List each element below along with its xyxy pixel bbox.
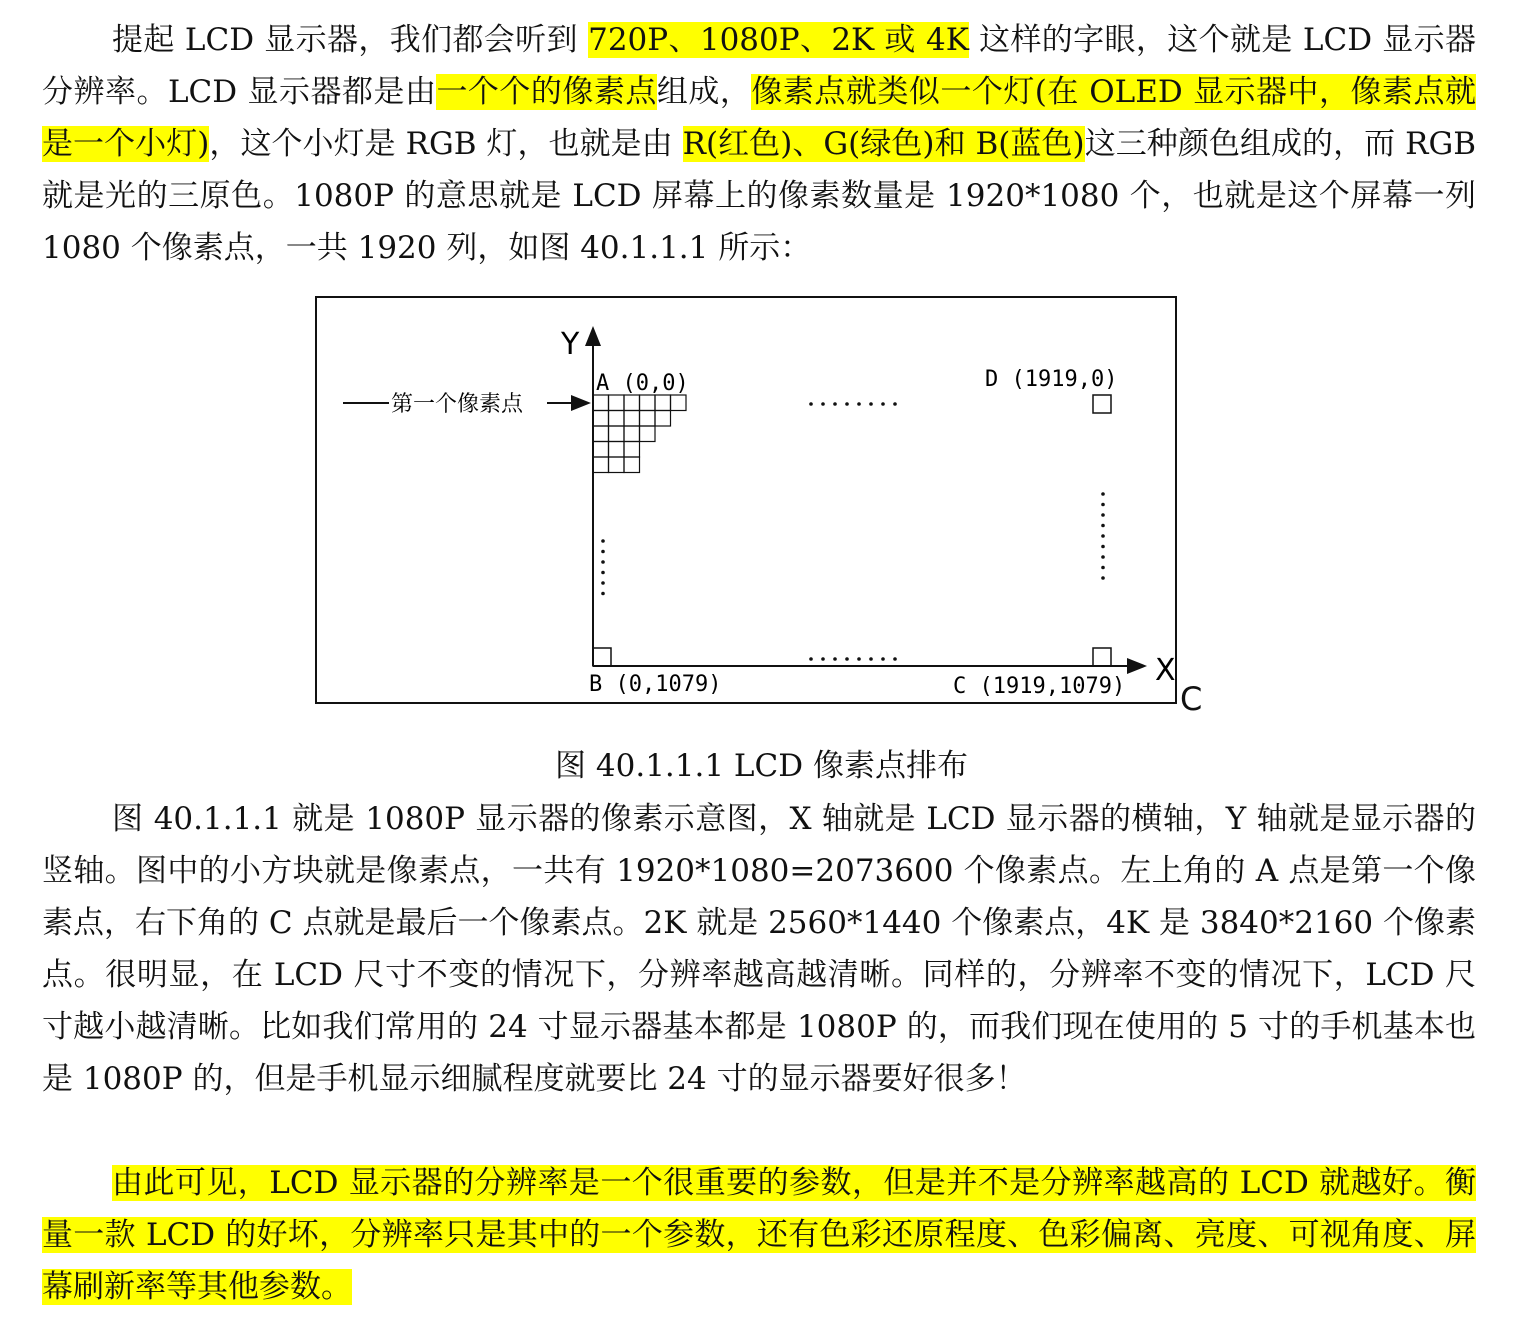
pixel-cell [640, 411, 656, 427]
pixel-cell [609, 395, 625, 411]
ellipsis-dot [857, 402, 861, 406]
point-c-label: C (1919,1079) [953, 674, 1126, 699]
point-b-label: B (0,1079) [589, 672, 722, 697]
ellipsis-dot [845, 402, 849, 406]
x-axis-label: X [1155, 653, 1175, 688]
pixel-cell [624, 411, 640, 427]
dots-top-row [809, 402, 897, 406]
ellipsis-dot [601, 560, 605, 564]
pixel-cell [624, 395, 640, 411]
y-axis-arrow [585, 326, 601, 346]
ellipsis-dot [893, 657, 897, 661]
ellipsis-dot [1101, 503, 1105, 507]
ellipsis-dot [857, 657, 861, 661]
intro-text-5: 这三种颜色组成的，而 RGB 就是光的三原色。1080P 的意思就是 LCD 屏幕上的像素数量是 1920*1080 个，也就是这个屏幕一列 1080 个像素点，一共 1920 列，如图 40.1.1.1 所示： [42, 126, 1477, 266]
ellipsis-dot [821, 402, 825, 406]
ellipsis-dot [845, 657, 849, 661]
paragraph-intro [42, 14, 1476, 274]
pixel-cell [593, 411, 609, 427]
pixel-cell [593, 395, 609, 411]
pixel-cell [609, 426, 625, 442]
highlight-rgb: R(红色)、G(绿色)和 B(蓝色) [682, 126, 1085, 162]
pixel-cell [593, 457, 609, 473]
ellipsis-dot [1101, 492, 1105, 496]
dots-left-column [601, 539, 605, 595]
highlight-conclusion: 由此可见，LCD 显示器的分辨率是一个很重要的参数，但是并不是分辨率越高的 LCD 就越好。衡量一款 LCD 的好坏，分辨率只是其中的一个参数，还有色彩还原程度、色彩偏离、亮度、可视角度、屏幕刷新率等其他参数。 [42, 1165, 1476, 1305]
highlight-pixel-lamp: 像素点就类似一个灯(在 OLED 显示器中，像素点就是一个小灯) [42, 74, 1477, 162]
ellipsis-dot [601, 581, 605, 585]
ellipsis-dot [833, 657, 837, 661]
dots-right-column [1101, 492, 1105, 580]
first-pixel-label: 第一个像素点 [391, 392, 524, 417]
intro-text-3: 组成， [656, 74, 752, 110]
ellipsis-dot [1101, 534, 1105, 538]
point-d-label: D (1919,0) [985, 367, 1118, 392]
intro-text-1: 提起 LCD 显示器，我们都会听到 [112, 22, 589, 58]
pixel-cell [593, 442, 609, 458]
ellipsis-dot [601, 571, 605, 575]
pixel-layout-figure [315, 296, 1177, 704]
pixel-cell [609, 457, 625, 473]
ellipsis-dot [809, 402, 813, 406]
ellipsis-dot [1101, 576, 1105, 580]
pixel-c [1093, 648, 1111, 666]
ellipsis-dot [833, 402, 837, 406]
ellipsis-dot [893, 402, 897, 406]
dots-bottom-row [809, 657, 897, 661]
pointer-arrow [571, 395, 591, 411]
pixel-grid [593, 395, 686, 473]
pixel-cell [593, 426, 609, 442]
point-a-label: A (0,0) [596, 371, 689, 396]
pixel-cell [655, 395, 671, 411]
pixel-cell [624, 426, 640, 442]
ellipsis-dot [881, 402, 885, 406]
pixel-d [1093, 395, 1111, 413]
pixel-cell [609, 411, 625, 427]
ellipsis-dot [601, 550, 605, 554]
ellipsis-dot [1101, 513, 1105, 517]
ellipsis-dot [809, 657, 813, 661]
ellipsis-dot [869, 402, 873, 406]
ellipsis-dot [821, 657, 825, 661]
ellipsis-dot [881, 657, 885, 661]
y-axis-label: Y [561, 327, 580, 362]
pixel-cell [671, 395, 687, 411]
highlight-resolutions: 720P、1080P、2K 或 4K [588, 22, 969, 58]
pixel-cell [609, 442, 625, 458]
pixel-cell [655, 411, 671, 427]
pixel-cell [624, 457, 640, 473]
paragraph-explanation: 图 40.1.1.1 就是 1080P 显示器的像素示意图，X 轴就是 LCD 显示器的横轴，Y 轴就是显示器的竖轴。图中的小方块就是像素点，一共有 1920*1080=2073600 个像素点。左上角的 A 点是第一个像素点，右下角的 C 点就是最后一个像素点。2K 就是 2560*1440 个像素点，4K 是 3840*2160 个像素点。很明显，在 LCD 尺寸不变的情况下，分辨率越高越清晰。同样的，分辨率不变的情况下，LCD 尺寸越小越清晰。比如我们常用的 24 寸显示器基本都是 1080P 的，而我们现在使用的 5 寸的手机基本也是 1080P 的，但是手机显示细腻程度就要比 24 寸的显示器要好很多！ [42, 801, 1476, 1097]
ellipsis-dot [1101, 524, 1105, 528]
x-axis-arrow [1127, 658, 1147, 674]
pixel-cell [624, 442, 640, 458]
pixel-layout-diagram [317, 298, 1175, 702]
ellipsis-dot [1101, 566, 1105, 570]
pixel-b [593, 648, 611, 666]
pixel-cell [640, 395, 656, 411]
ellipsis-dot [601, 592, 605, 596]
ellipsis-dot [601, 539, 605, 543]
ellipsis-dot [1101, 545, 1105, 549]
intro-text-4: ，这个小灯是 RGB 灯，也就是由 [209, 126, 683, 162]
intro-text-2: 这样的字眼，这个就是 LCD 显示器分辨率。LCD 显示器都是由 [42, 22, 1476, 110]
paragraph-conclusion [42, 1157, 1476, 1313]
corner-c-label: C [1180, 680, 1203, 718]
ellipsis-dot [1101, 555, 1105, 559]
figure-caption: 图 40.1.1.1 LCD 像素点排布 [555, 748, 968, 784]
highlight-pixels: 一个个的像素点 [436, 74, 657, 110]
pixel-cell [640, 426, 656, 442]
ellipsis-dot [869, 657, 873, 661]
